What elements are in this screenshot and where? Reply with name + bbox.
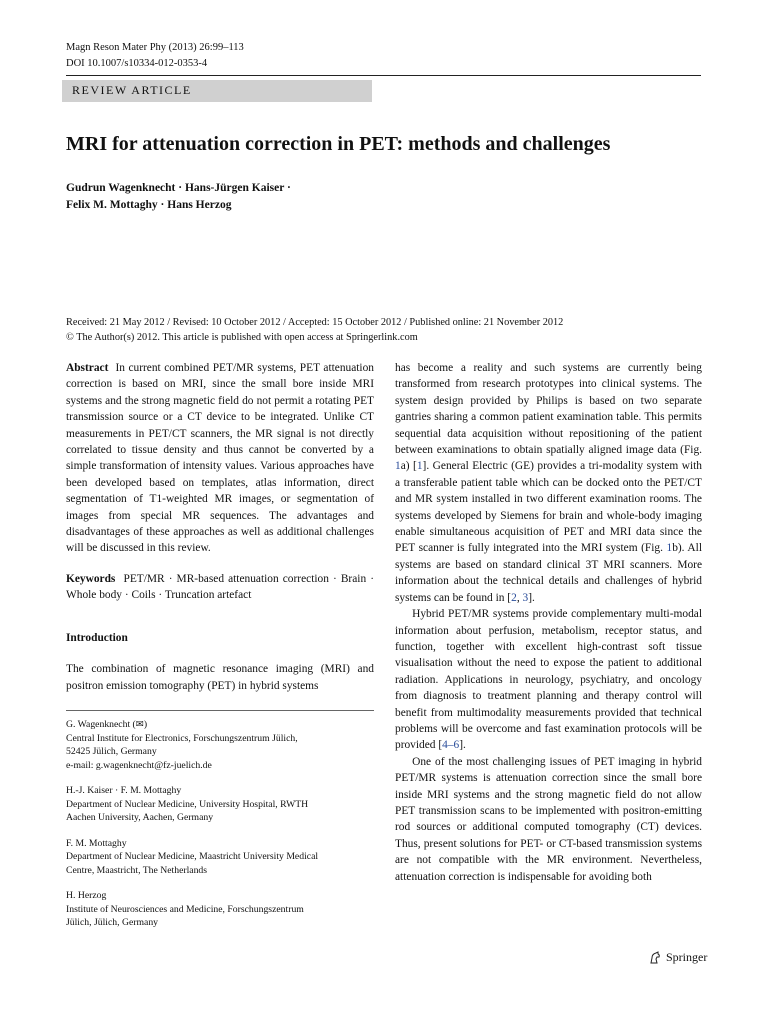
affiliations: [66, 718, 374, 942]
affiliation-line: Aachen University, Aachen, Germany: [66, 812, 214, 823]
abstract: [66, 360, 374, 557]
right-column: [395, 360, 702, 885]
abstract-text: In current combined PET/MR systems, PET attenuation correction is based on MRI, since the small bore inside MRI systems and the strong magnetic field do not permit a rotating PET transmission source or a CT device to be integrated. Unlike CT measurements in PET/CT scanners, the MR signal is not directly correlated to tissue density and thus cannot be converted by a simple transformation of intensity values. Various approaches have been developed based on templates, atlas information, direct segmentation of T1-weighted MR images, or segmentation of images from special MR sequences. The advantages and disadvantages of these approaches as well as additional challenges will be discussed in this review.: [66, 362, 374, 555]
affiliation-line: Jülich, Jülich, Germany: [66, 917, 159, 928]
publication-history: [66, 315, 563, 345]
article-title: MRI for attenuation correction in PET: methods and challenges: [66, 133, 611, 155]
left-column: [66, 360, 374, 694]
introduction-text: The combination of magnetic resonance imaging (MRI) and positron emission tomography (PET) in hybrid systems: [66, 663, 374, 692]
text-run: ].: [459, 739, 466, 752]
body-paragraph: One of the most challenging issues of PET imaging in hybrid PET/MR systems is attenuation correction since the small bore inside MRI systems and the strong magnetic field do not allow PET transmission scans to be implemented with positron-emitting rod sources or additional computed tomography (CT) devices. Thus, present solutions for PET- or CT-based transmission systems are not compatible with the MR environment. Nevertheless, attenuation correction is indispensable for avoiding both: [395, 755, 702, 883]
affiliation-line: Department of Nuclear Medicine, Maastricht University Medical: [66, 851, 319, 862]
reference-link[interactable]: 2: [511, 591, 517, 604]
affiliation-line: 52425 Jülich, Germany: [66, 746, 157, 757]
text-run: a) [: [400, 460, 417, 473]
affiliation-line: Department of Nuclear Medicine, University Hospital, RWTH: [66, 798, 309, 810]
body-paragraph: [395, 606, 702, 754]
affiliation-line: F. M. Mottaghy: [66, 837, 127, 849]
affiliation-line: H. Herzog: [66, 890, 107, 901]
journal-header: [66, 40, 244, 72]
text-run: has become a reality and such systems are currently being transformed from research prototypes into clinical systems. The system design provided by Philips is based on two separate gantries sharing a common patient examination table. This permits sequential data acquisition without repositioning of the patient between examinations to obtain spatially aligned image data (Fig.: [395, 362, 702, 457]
text-run: Hybrid PET/MR systems provide complementary multi-modal information about perfusion, metabolism, receptor status, and function, together with excellent high-contrast soft tissue visualisation without the need to expose the patient to additional radiation. Applications in neurology, psychiatry, and oncology from diagnosis to treatment planning and therapy control will benefit from multimodality measurements provided that technical problems will be overcome and fast examination protocols will be provided [: [395, 608, 702, 752]
introduction-heading: Introduction: [66, 631, 128, 644]
publisher-name: Springer: [666, 950, 708, 964]
author-list: [66, 180, 291, 214]
text-run: ]. General Electric (GE) provides a tri-modality system with a transferable patient table which can be docked onto the PET/CT and MR system installed in two different examination rooms. The systems developed by Siemens for brain and whole-body imaging enable simultaneous acquisition of PET and MRI data since the PET scanner is fully integrated into the MRI system (Fig.: [395, 460, 702, 555]
doi: DOI 10.1007/s10334-012-0353-4: [66, 58, 208, 69]
text-run: ,: [516, 591, 523, 604]
reference-link[interactable]: 4–6: [442, 739, 460, 752]
copyright-notice: © The Author(s) 2012. This article is published with open access at Springerlink.com: [66, 332, 418, 343]
affiliation-line: G. Wagenknecht (✉): [66, 719, 148, 730]
publisher-footer: [648, 950, 707, 965]
affiliation-block: [66, 837, 374, 878]
text-run: b). All systems are based on standard clinical 3T MRI scanners. More information about the technical details and challenges of hybrid systems can be found in [: [395, 542, 702, 604]
figure-link[interactable]: 1: [666, 542, 673, 555]
affiliation-rule: [66, 710, 374, 711]
keywords-text: PET/MR · MR-based attenuation correction · Brain · Whole body · Coils · Truncation artefact: [66, 572, 374, 602]
abstract-label: Abstract: [66, 362, 109, 374]
body-paragraph: [395, 360, 702, 606]
reference-link[interactable]: 1: [416, 460, 423, 473]
affiliation-line: Central Institute for Electronics, Forschungszentrum Jülich,: [66, 732, 298, 744]
affiliation-line: H.-J. Kaiser · F. M. Mottaghy: [66, 785, 182, 796]
author-line-2: Felix M. Mottaghy · Hans Herzog: [66, 199, 232, 211]
affiliation-line: e-mail: g.wagenknecht@fz-juelich.de: [66, 759, 212, 771]
received-dates: Received: 21 May 2012 / Revised: 10 October 2012 / Accepted: 15 October 2012 / Published online: 21 November 2012: [66, 317, 564, 328]
journal-citation: Magn Reson Mater Phy (2013) 26:99–113: [66, 42, 244, 53]
affiliation-line: Institute of Neurosciences and Medicine, Forschungszentrum: [66, 903, 304, 915]
header-rule: [66, 75, 701, 76]
figure-link[interactable]: 1: [395, 460, 401, 473]
keywords: [66, 571, 374, 604]
affiliation-block: [66, 889, 374, 930]
affiliation-line: Centre, Maastricht, The Netherlands: [66, 864, 208, 876]
article-type-banner: [62, 80, 372, 102]
author-line-1: Gudrun Wagenknecht · Hans-Jürgen Kaiser ·: [66, 182, 291, 194]
text-run: ].: [528, 591, 535, 604]
keywords-label: Keywords: [66, 572, 116, 585]
reference-link[interactable]: 3: [522, 591, 529, 604]
article-type-label: REVIEW ARTICLE: [72, 83, 192, 97]
affiliation-block: [66, 784, 374, 825]
springer-horse-logo-icon: [648, 951, 662, 965]
affiliation-block: [66, 718, 374, 772]
